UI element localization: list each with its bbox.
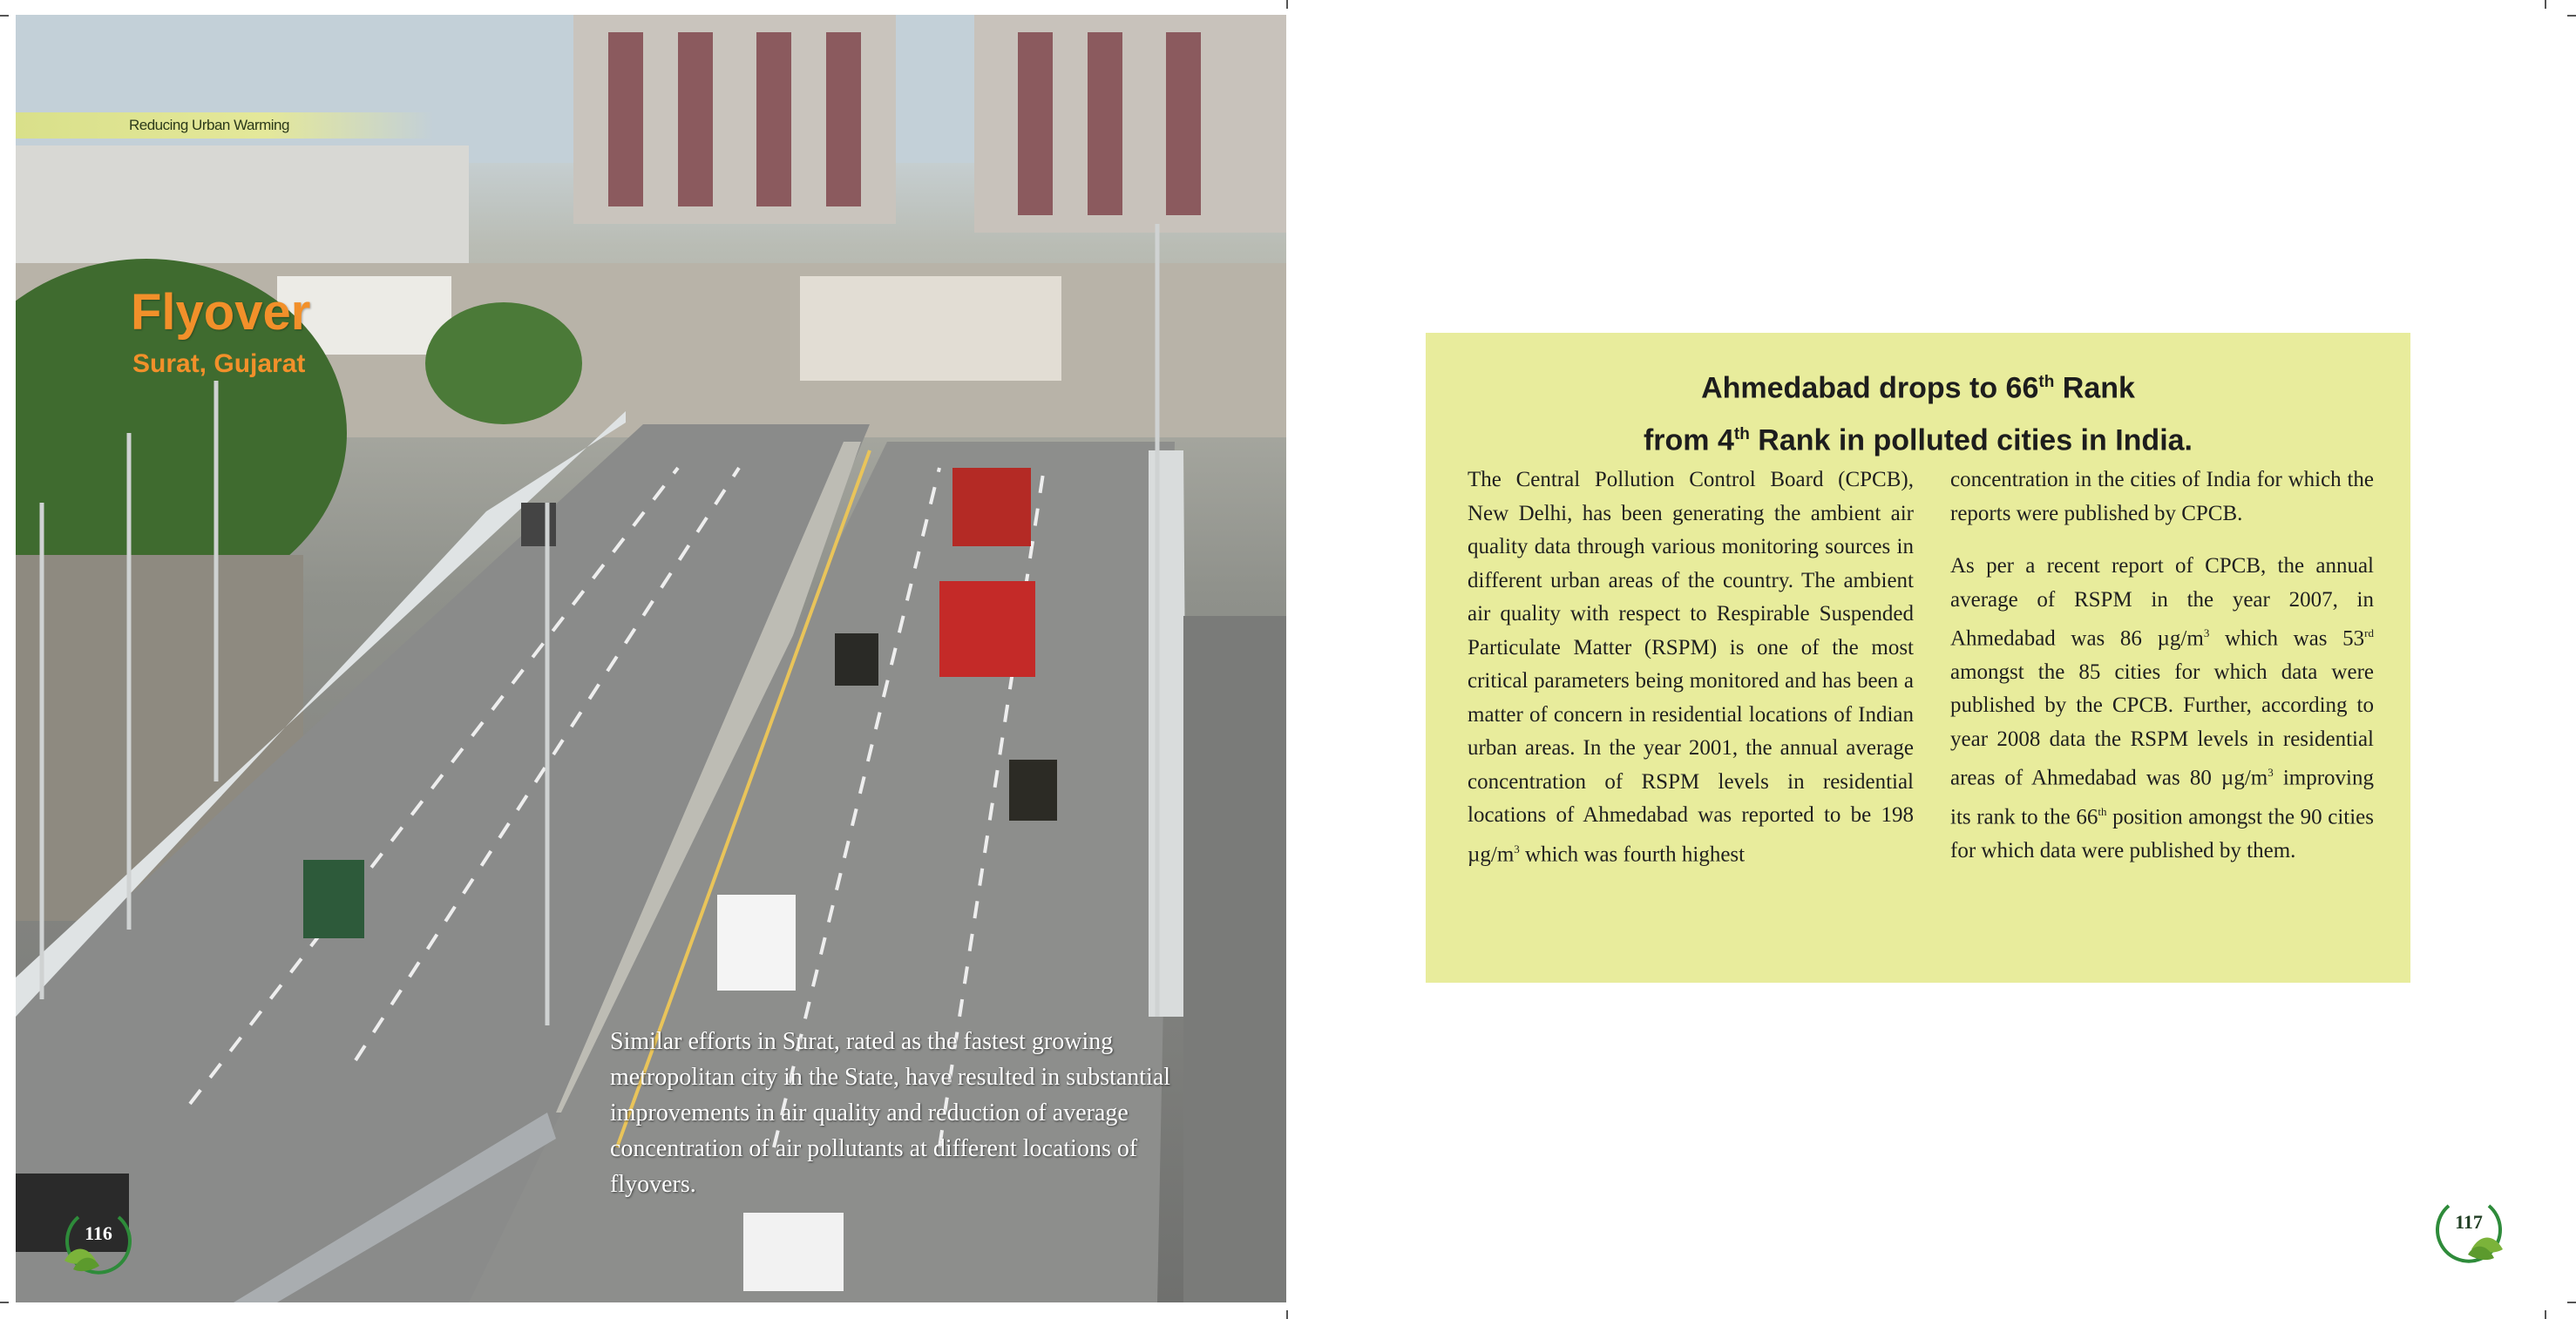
running-header: [16, 112, 434, 139]
superscript: th: [2098, 805, 2107, 819]
column-right: [1950, 463, 2374, 887]
title-line2-post: Rank in polluted cities in India.: [1749, 423, 2193, 457]
text-run: amongst the 85 cities for which data were published by the CPCB. Further, according to year 2008 data the RSPM levels in residential areas of Ahmedabad was 80 µg/m: [1950, 660, 2374, 790]
column-left: [1468, 463, 1914, 890]
flyover-photo: [16, 15, 1286, 1302]
title-line1-post: Rank: [2054, 371, 2135, 405]
photo-title: Flyover: [131, 284, 311, 341]
photo-subtitle: Surat, Gujarat: [132, 349, 306, 378]
page-number-badge: [61, 1200, 136, 1275]
title-line1-sup: th: [2038, 373, 2055, 391]
text-run: which was 53: [2209, 626, 2365, 651]
paragraph: [1950, 550, 2374, 868]
text-run: As per a recent report of CPCB, the annual average of RSPM in the year 2007, in Ahmedabad was 86 µg/m: [1950, 554, 2374, 651]
superscript: 3: [2203, 626, 2210, 639]
crop-mark: [2567, 15, 2576, 17]
crop-mark: [2567, 1302, 2576, 1303]
superscript: 3: [1514, 842, 1520, 856]
paragraph: concentration in the cities of India for which the reports were published by CPCB.: [1950, 468, 2374, 525]
text-run: improving its rank to the 66: [1950, 766, 2374, 829]
text-run: which was fourth highest: [1519, 842, 1746, 866]
crop-mark: [0, 1302, 9, 1303]
running-header-text: Reducing Urban Warming: [129, 117, 289, 133]
page-number: 117: [2455, 1211, 2483, 1233]
box-title: [1426, 359, 2410, 464]
title-line1-pre: Ahmedabad drops to 66: [1701, 371, 2039, 405]
text-run: position amongst the 90 cities for which data were published by them.: [1950, 805, 2375, 862]
photo-caption: Similar efforts in Surat, rated as the fastest growing metropolitan city in the State, have resulted in substantial improvements in air quality and reduction of average concentration of air pollutants at different locations of flyovers.: [610, 1028, 1171, 1198]
info-box: [1426, 333, 2410, 983]
text-run: The Central Pollution Control Board (CPCB), New Delhi, has been generating the ambient air quality data through various monitoring sources in different urban areas of the country. The ambient air quality with respect to Respirable Suspended Particulate Matter (RSPM) is one of the most critical parameters being monitored and has been a matter of concern in residential locations of Indian urban areas. In the year 2001, the annual average concentration of RSPM levels in residential locations of Ahmedabad was reported to be 198 µg/m: [1468, 468, 1914, 866]
page-number-badge: [2431, 1188, 2506, 1263]
title-line2-sup: th: [1733, 425, 1750, 444]
crop-mark: [0, 15, 9, 17]
paragraph: [1468, 463, 1914, 871]
crop-mark: [2545, 1310, 2546, 1319]
crop-mark: [1286, 1310, 1288, 1319]
title-line2-pre: from 4: [1643, 423, 1734, 457]
crop-mark: [1286, 0, 1288, 9]
crop-mark: [2545, 0, 2546, 9]
page-number: 116: [85, 1222, 112, 1244]
superscript: 3: [2268, 766, 2274, 780]
superscript: rd: [2364, 626, 2374, 639]
